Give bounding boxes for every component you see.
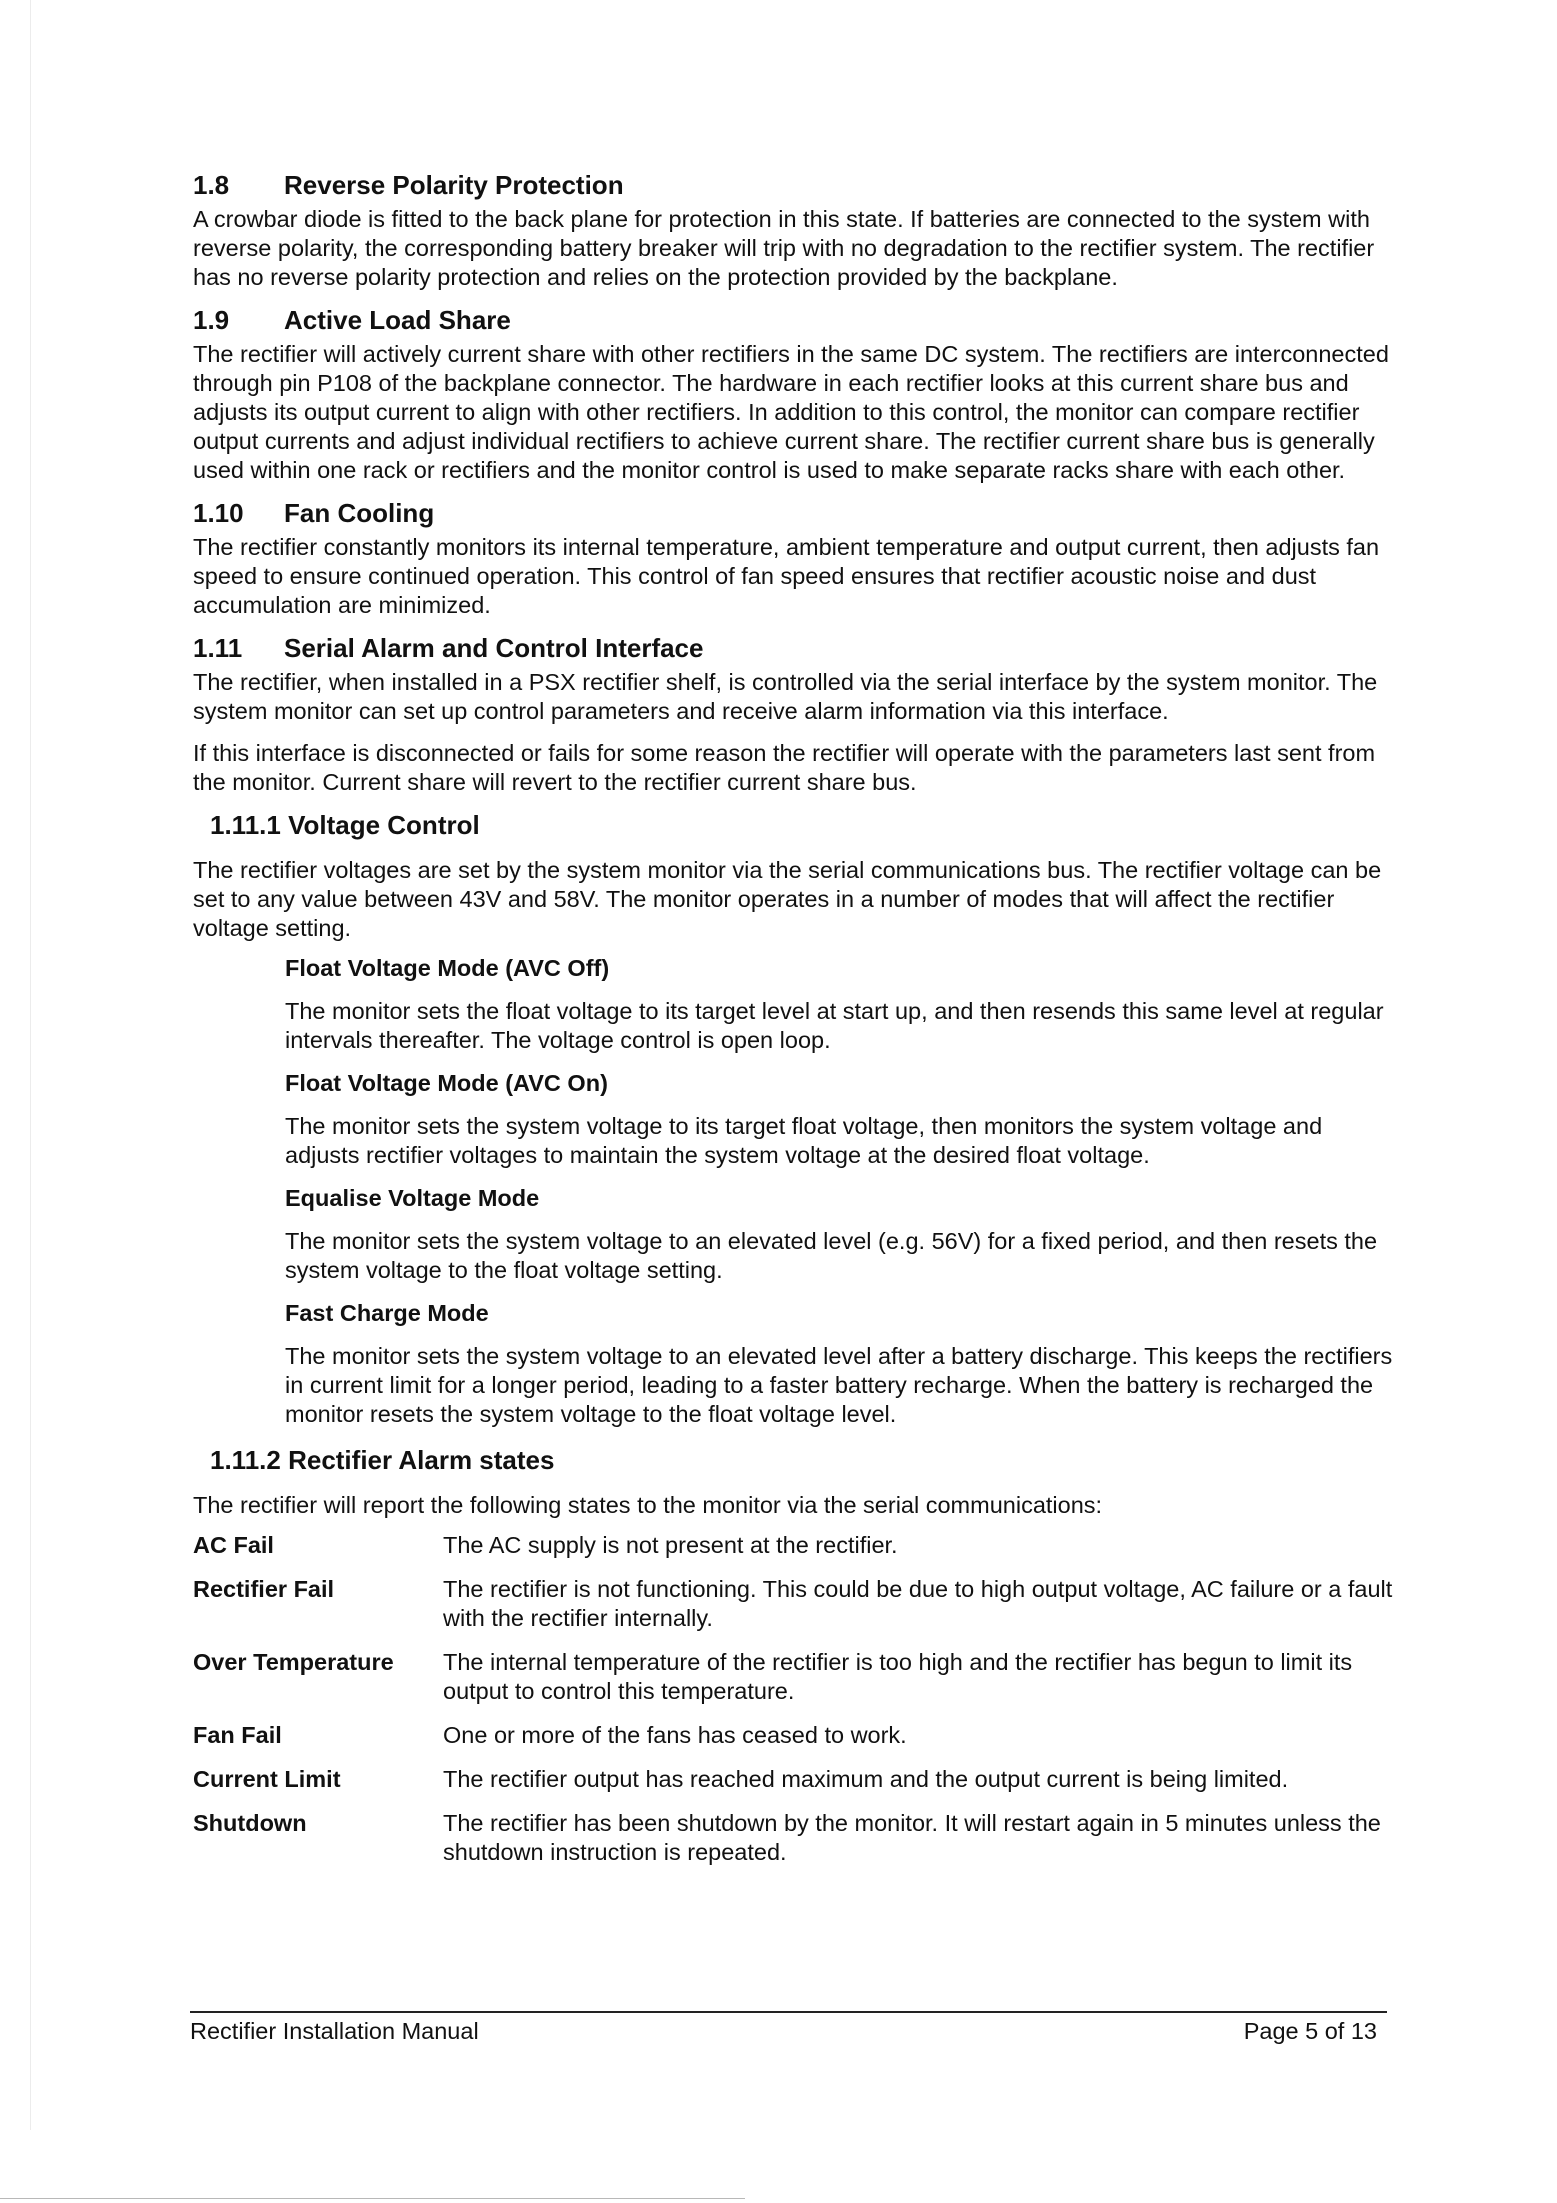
subsection-heading: 1.11.2 Rectifier Alarm states <box>210 1445 555 1475</box>
alarm-description: The rectifier output has reached maximum and the output current is being limited. <box>443 1766 1289 1792</box>
section-title: Reverse Polarity Protection <box>284 170 624 200</box>
mode-description: The monitor sets the system voltage to an elevated level (e.g. 56V) for a fixed period, and then resets the system voltage to the float voltage setting. <box>285 1228 1378 1283</box>
section-paragraph: If this interface is disconnected or fails for some reason the rectifier will operate with the parameters last sent from the monitor. Current share will revert to the rectifier current share bus. <box>193 740 1376 795</box>
alarm-description: The internal temperature of the rectifier is too high and the rectifier has begun to limit its output to control this temperature. <box>443 1649 1353 1704</box>
alarm-row <box>193 1531 1393 1575</box>
alarm-term: Current Limit <box>193 1766 341 1792</box>
section-title: Active Load Share <box>284 305 511 335</box>
alarm-description: The rectifier is not functioning. This could be due to high output voltage, AC failure or a fault with the rectifier internally. <box>443 1576 1393 1631</box>
alarm-row <box>193 1765 1393 1809</box>
document-page <box>193 168 1393 1882</box>
section-reverse-polarity <box>193 168 1393 292</box>
page-edge-line <box>30 0 31 2130</box>
alarm-row <box>193 1809 1393 1882</box>
section-paragraph: The rectifier constantly monitors its internal temperature, ambient temperature and output current, then adjusts fan speed to ensure continued operation. This control of fan speed ensures that rectifier acoustic noise and dust accumulation are minimized. <box>193 534 1380 618</box>
footer-page-number: Page 5 of 13 <box>1243 2018 1377 2044</box>
subsection-intro: The rectifier voltages are set by the system monitor via the serial communications bus. The rectifier voltage can be set to any value between 43V and 58V. The monitor operates in a number of modes that will affect the rectifier voltage setting. <box>193 857 1382 941</box>
section-title: Fan Cooling <box>284 498 435 528</box>
alarm-row <box>193 1721 1393 1765</box>
section-heading <box>193 631 1393 665</box>
alarm-description: The AC supply is not present at the rectifier. <box>443 1532 898 1558</box>
section-paragraph: The rectifier, when installed in a PSX rectifier shelf, is controlled via the serial interface by the system monitor. The system monitor can set up control parameters and receive alarm information via this interface. <box>193 669 1378 724</box>
section-number: 1.10 <box>193 498 244 528</box>
section-serial-interface <box>193 631 1393 797</box>
mode-title: Float Voltage Mode (AVC Off) <box>285 955 610 981</box>
section-heading <box>193 303 1393 337</box>
section-paragraph: A crowbar diode is fitted to the back plane for protection in this state. If batteries are connected to the system with reverse polarity, the corresponding battery breaker will trip with no degradation to the rectifier system. The rectifier has no reverse polarity protection and relies on the protection provided by the backplane. <box>193 206 1375 290</box>
subsection-alarm-states <box>193 1443 1393 1882</box>
footer-document-title: Rectifier Installation Manual <box>190 2018 479 2044</box>
alarm-term: Over Temperature <box>193 1649 394 1675</box>
alarm-row <box>193 1648 1393 1721</box>
alarm-term: Fan Fail <box>193 1722 282 1748</box>
section-number: 1.11 <box>193 633 243 663</box>
bottom-edge-line <box>0 2198 745 2199</box>
alarm-description: One or more of the fans has ceased to work. <box>443 1722 907 1748</box>
alarm-row <box>193 1575 1393 1648</box>
subsection-intro: The rectifier will report the following states to the monitor via the serial communications: <box>193 1492 1103 1518</box>
mode-description: The monitor sets the system voltage to an elevated level after a battery discharge. This keeps the rectifiers in current limit for a longer period, leading to a faster battery recharge. When the battery is recharged the monitor resets the system voltage to the float voltage level. <box>285 1343 1393 1427</box>
alarm-term: Rectifier Fail <box>193 1576 335 1602</box>
alarm-states-table <box>193 1531 1393 1882</box>
section-heading <box>193 496 1393 530</box>
mode-title: Equalise Voltage Mode <box>285 1185 540 1211</box>
section-active-load-share <box>193 303 1393 485</box>
section-fan-cooling <box>193 496 1393 620</box>
subsection-voltage-control <box>193 808 1393 1429</box>
mode-description: The monitor sets the system voltage to its target float voltage, then monitors the system voltage and adjusts rectifier voltages to maintain the system voltage at the desired float voltage. <box>285 1113 1323 1168</box>
mode-title: Fast Charge Mode <box>285 1300 489 1326</box>
section-title: Serial Alarm and Control Interface <box>284 633 704 663</box>
mode-title: Float Voltage Mode (AVC On) <box>285 1070 608 1096</box>
page-footer <box>190 2011 1387 2046</box>
section-heading <box>193 168 1393 202</box>
section-number: 1.9 <box>193 305 230 335</box>
alarm-description: The rectifier has been shutdown by the monitor. It will restart again in 5 minutes unless the shutdown instruction is repeated. <box>443 1810 1381 1865</box>
alarm-term: Shutdown <box>193 1810 307 1836</box>
mode-description: The monitor sets the float voltage to its target level at start up, and then resends this same level at regular intervals thereafter. The voltage control is open loop. <box>285 998 1384 1053</box>
alarm-term: AC Fail <box>193 1532 274 1558</box>
section-paragraph: The rectifier will actively current share with other rectifiers in the same DC system. The rectifiers are interconnected through pin P108 of the backplane connector. The hardware in each rectifier looks at this current share bus and adjusts its output current to align with other rectifiers. In addition to this control, the monitor can compare rectifier output currents and adjust individual rectifiers to achieve current share. The rectifier current share bus is generally used within one rack or rectifiers and the monitor control is used to make separate racks share with each other. <box>193 341 1389 483</box>
section-number: 1.8 <box>193 170 230 200</box>
subsection-heading: 1.11.1 Voltage Control <box>210 810 480 840</box>
